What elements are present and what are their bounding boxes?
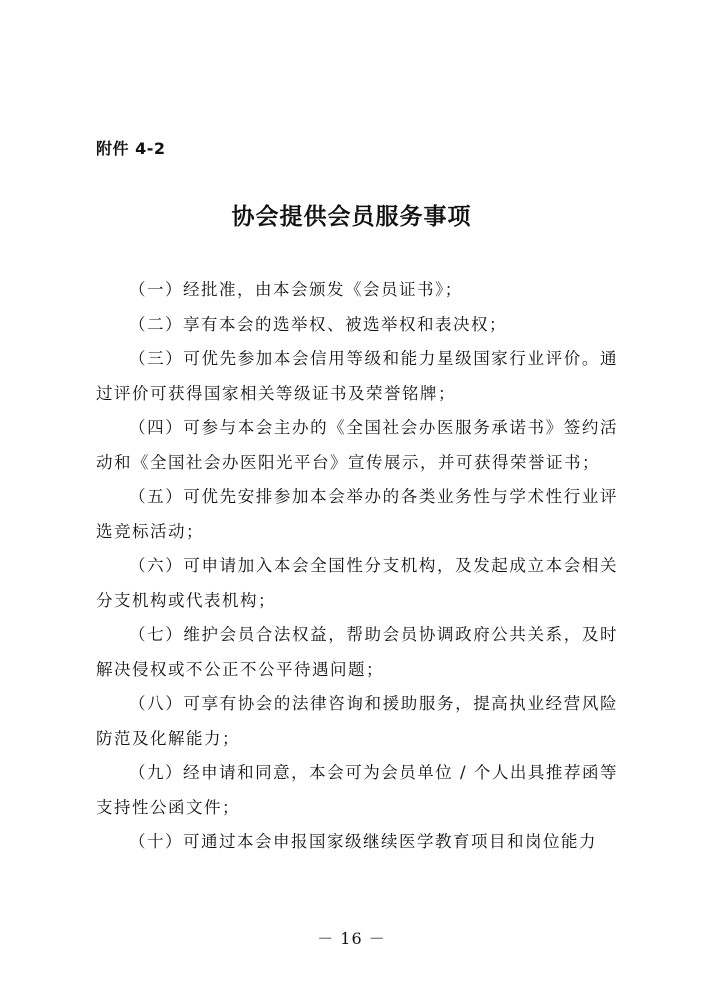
- service-item-1: （一）经批准，由本会颁发《会员证书》；: [129, 280, 463, 299]
- service-item-7: （七）维护会员合法权益，帮助会员协调政府公共关系，及时解决侵权或不公正不公平待遇问题；: [96, 625, 618, 679]
- service-item-8: （八）可享有协会的法律咨询和援助服务，提高执业经营风险防范及化解能力；: [96, 694, 618, 748]
- service-item-4: （四）可参与本会主办的《全国社会办医服务承诺书》签约活动和《全国社会办医阳光平台》宣传展示，并可获得荣誉证书；: [96, 418, 618, 472]
- service-item-3: （三）可优先参加本会信用等级和能力星级国家行业评价。通过评价可获得国家相关等级证书及荣誉铭牌；: [96, 349, 618, 403]
- service-item-6: （六）可申请加入本会全国性分支机构，及发起成立本会相关分支机构或代表机构；: [96, 556, 618, 610]
- page-title: 协会提供会员服务事项: [231, 204, 472, 230]
- service-item-2: （二）享有本会的选举权、被选举权和表决权；: [129, 314, 507, 334]
- service-item-9: （九）经申请和同意，本会可为会员单位 / 个人出具推荐函等支持性公函文件；: [96, 763, 618, 817]
- service-list: [96, 273, 618, 860]
- service-item-5: （五）可优先安排参加本会举办的各类业务性与学术性行业评选竞标活动；: [96, 487, 618, 541]
- page-number: － 16 －: [317, 929, 386, 948]
- attachment-label: 附件 4-2: [96, 139, 166, 158]
- service-item-10: （十）可通过本会申报国家级继续医学教育项目和岗位能力: [129, 832, 597, 851]
